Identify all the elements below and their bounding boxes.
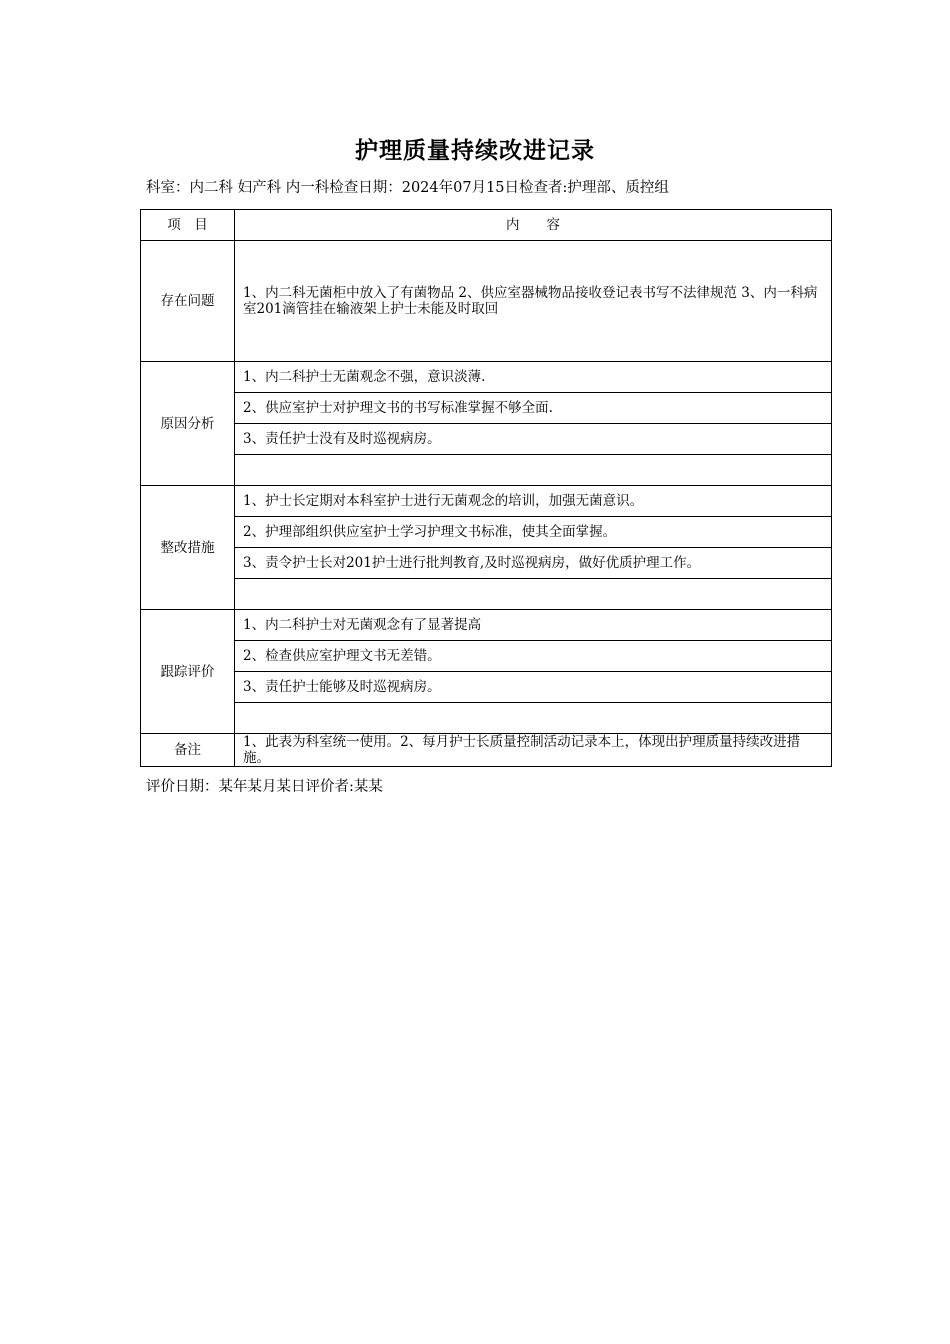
table-row xyxy=(141,362,832,393)
header-item: 项 目 xyxy=(141,210,235,241)
table-row xyxy=(141,610,832,641)
table-header-row xyxy=(141,210,832,241)
cause-item-2: 2、供应室护士对护理文书的书写标准掌握不够全面. xyxy=(235,393,832,424)
cause-item-3: 3、责任护士没有及时巡视病房。 xyxy=(235,424,832,455)
quality-record-table xyxy=(140,209,832,767)
problems-row xyxy=(141,241,832,362)
causes-label: 原因分析 xyxy=(141,362,235,486)
inspection-meta: 科室：内二科 妇产科 内一科检查日期：2024年07月15日检查者:护理部、质控组 xyxy=(146,180,669,196)
problems-text: 1、内二科无菌柜中放入了有菌物品 2、供应室器械物品接收登记表书写不法律规范 3、内一科病室201滴管挂在输液架上护士未能及时取回 xyxy=(235,241,832,362)
cause-item-empty xyxy=(235,455,832,486)
table-row xyxy=(141,486,832,517)
evaluation-footer: 评价日期：某年某月某日评价者:某某 xyxy=(146,779,383,795)
note-row xyxy=(141,734,832,767)
note-label: 备注 xyxy=(141,734,235,767)
table-row xyxy=(141,672,832,703)
tracking-item-3: 3、责任护士能够及时巡视病房。 xyxy=(235,672,832,703)
measure-item-empty xyxy=(235,579,832,610)
tracking-item-2: 2、检查供应室护理文书无差错。 xyxy=(235,641,832,672)
table-row xyxy=(141,548,832,579)
tracking-item-1: 1、内二科护士对无菌观念有了显著提高 xyxy=(235,610,832,641)
cause-item-1: 1、内二科护士无菌观念不强，意识淡薄. xyxy=(235,362,832,393)
measures-label: 整改措施 xyxy=(141,486,235,610)
tracking-item-empty xyxy=(235,703,832,734)
measure-item-3: 3、责令护士长对201护士进行批判教育,及时巡视病房，做好优质护理工作。 xyxy=(235,548,832,579)
table-row xyxy=(141,517,832,548)
table-row xyxy=(141,579,832,610)
table-row xyxy=(141,393,832,424)
table-row xyxy=(141,455,832,486)
table-row xyxy=(141,641,832,672)
table-row xyxy=(141,703,832,734)
note-text: 1、此表为科室统一使用。2、每月护士长质量控制活动记录本上，体现出护理质量持续改进措施。 xyxy=(235,734,832,767)
page-title: 护理质量持续改进记录 xyxy=(355,137,595,164)
tracking-label: 跟踪评价 xyxy=(141,610,235,734)
header-content: 内 容 xyxy=(235,210,832,241)
measure-item-1: 1、护士长定期对本科室护士进行无菌观念的培训，加强无菌意识。 xyxy=(235,486,832,517)
table-row xyxy=(141,424,832,455)
measure-item-2: 2、护理部组织供应室护士学习护理文书标准，使其全面掌握。 xyxy=(235,517,832,548)
problems-label: 存在问题 xyxy=(141,241,235,362)
